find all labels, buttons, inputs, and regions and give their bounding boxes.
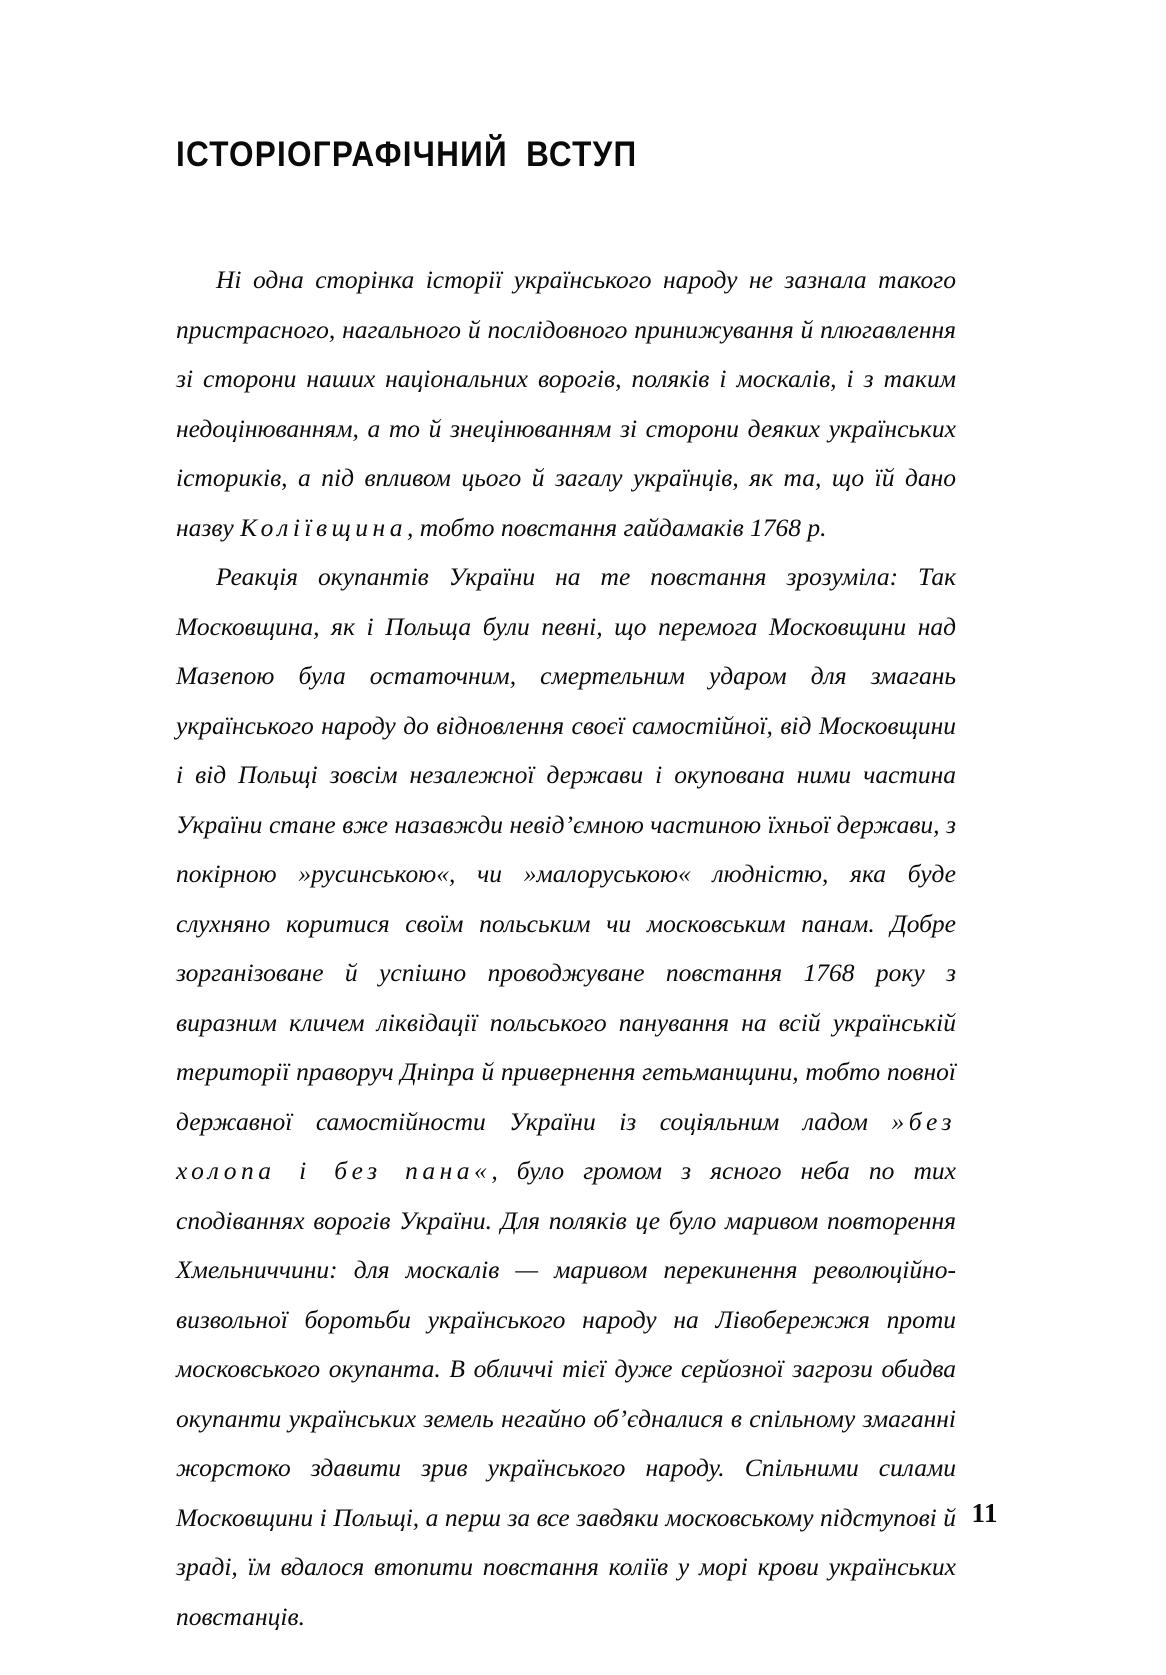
- page-number: 11: [971, 1498, 998, 1528]
- paragraph-1: [176, 255, 956, 552]
- paragraph-2-part-1: Реакція окупантів України на те повстання зрозуміла: Так Московщина, як і Польща були певні, що перемога Московщини над Мазепою була остаточним, смертельним ударом для змагань українського народу до відновлення своєї самостійної, від Московщини і від Польщі зовсім незалежної держави і окупована ними частина України стане вже назавжди невід’ємною частиною їхньої держави, з покірною »русинською«, чи »малоруською« людністю, яка буде слухняно коритися своїм польським чи московським панам. Добре зорганізоване й успішно проводжуване повстання 1768 року з виразним кличем ліквідації польського панування на всій українській території праворуч Дніпра й привернення гетьманщини, тобто повної державної самостійности України із соціяльним ладом: [176, 562, 956, 1136]
- emphasis-koliivshchyna: Коліївщина: [240, 512, 407, 542]
- paragraph-2-part-2: , було громом з ясного неба по тих сподіваннях ворогів України. Для поляків це було маривом повторення Хмельниччини: для москалів — маривом перекинення революційно-визвольної боротьби українського народу на Лівобережжя проти московського окупанта. В обличчі тієї дуже серйозної загрози обидва окупанти українських земель негайно об’єдналися в спільному змаганні жорстоко здавити зрив українського народу. Спільними силами Московщини і Польщі, а перш за все завдяки московському підступові й зраді, їм вдалося втопити повстання коліїв у морі крови українських повстанців.: [176, 1156, 957, 1631]
- body-text-block: [176, 255, 956, 1675]
- emphasis-bez-kholopa-i-bez-pana: »без холопа і без пана«: [176, 1106, 956, 1185]
- paragraph-2: [176, 552, 956, 1675]
- paragraph-1-part-1: Ні одна сторінка історії українського народу не зазнала такого пристрасного, нагального й послідовного принижування й плюгавлення зі сторони наших національних ворогів, поляків і москалів, і з таким недоцінюванням, а то й знецінюванням зі сторони деяких українських істориків, а під впливом цього й загалу українців, як та, що їй дано назву: [176, 265, 956, 542]
- paragraph-1-part-2: , тобто повстання гайдамаків 1768 р.: [406, 512, 827, 542]
- page-title: ІСТОРІОГРАФІЧНИЙ ВСТУП: [176, 135, 638, 175]
